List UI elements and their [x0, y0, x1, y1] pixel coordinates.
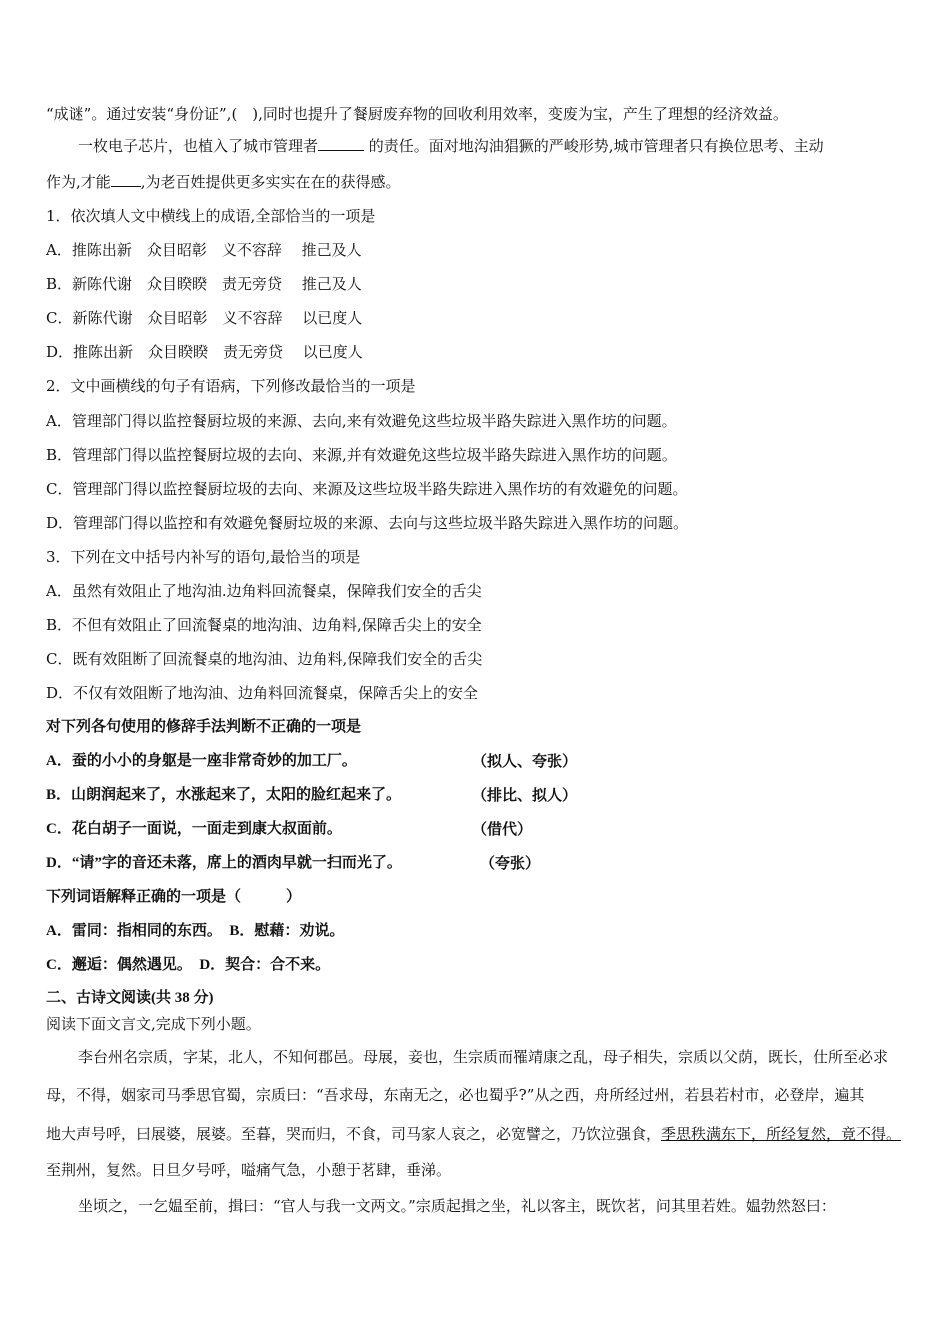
question-4-stem: 对下列各句使用的修辞手法判断不正确的一项是 — [46, 719, 362, 735]
section-heading: 二、古诗文阅读(共 38 分) — [46, 990, 214, 1006]
question-4-option-c-tag: （借代） — [472, 820, 533, 838]
question-2-option-b: B．管理部门得以监控餐厨垃圾的去向、来源,并有效避免这些垃圾半路失踪进入黑作坊的问题。 — [46, 446, 677, 464]
question-2-stem: 2．文中画横线的句子有语病，下列修改最恰当的一项是 — [46, 377, 416, 395]
question-5-options-row-1: A．雷同：指相同的东西。 B．慰藉：劝说。 — [46, 923, 345, 939]
question-1-option-b: B．新陈代谢 众目睽睽 责无旁贷 推己及人 — [46, 275, 362, 293]
fill-blank — [111, 172, 141, 187]
question-2-option-c: C．管理部门得以监控餐厨垃圾的去向、来源及这些垃圾半路失踪进入黑作坊的有效避免的问题。 — [46, 480, 688, 498]
question-1-stem: 1．依次填人文中横线上的成语,全部恰当的一项是 — [46, 207, 376, 225]
question-3-option-d: D．不仅有效阻断了地沟油、边角料回流餐桌，保障舌尖上的安全 — [46, 684, 479, 702]
passage-line-3: 作为,才能 ,为老百姓提供更多实实在在的获得感。 — [46, 173, 401, 191]
question-2-option-d: D．管理部门得以监控和有效避免餐厨垃圾的来源、去向与这些垃圾半路失踪进入黑作坊的问题。 — [46, 514, 689, 532]
passage-line-1: “成谜”。通过安装“身份证”,( ),同时也提升了餐厨废弃物的回收利用效率，变废为宝，产生了理想的经济效益。 — [46, 105, 788, 123]
question-4-option-a-tag: （拟人、夸张） — [472, 752, 578, 770]
underlined-sentence: 季思秩满东下，所经复然，竟不得。 — [661, 1125, 902, 1143]
question-3-option-c: C．既有效阻断了回流餐桌的地沟油、边角料,保障我们安全的舌尖 — [46, 650, 483, 668]
classical-text-line-4: 至荆州，复然。日旦夕号呼，嗌痛气急，小憩于茗肆，垂涕。 — [46, 1161, 452, 1179]
passage-line-2: 一枚电子芯片，也植入了城市管理者 的责任。面对地沟油猖獗的严峻形势,城市管理者只有换位思考、主动 — [78, 137, 824, 155]
question-4-option-c: C．花白胡子一面说，一面走到康大叔面前。 — [46, 821, 342, 837]
question-4-option-b-tag: （排比、拟人） — [472, 786, 578, 804]
question-3-stem: 3．下列在文中括号内补写的语句,最恰当的项是 — [46, 548, 361, 566]
question-1-option-c: C．新陈代谢 众目昭彰 义不容辞 以已度人 — [46, 309, 363, 327]
classical-text-line-5: 坐顷之，一乞媪至前，揖曰：“官人与我一文两文。”宗质起揖之坐，礼以客主，既饮茗，问其里若姓。媪勃然怒曰： — [78, 1197, 836, 1215]
question-4-option-a: A．蚕的小小的身躯是一座非常奇妙的加工厂。 — [46, 753, 357, 769]
question-3-option-b: B．不但有效阻止了回流餐桌的地沟油、边角料,保障舌尖上的安全 — [46, 616, 482, 634]
question-5-stem: 下列词语解释正确的一项是（ ） — [46, 889, 302, 905]
question-4-option-b: B．山朗润起来了，水涨起来了，太阳的脸红起来了。 — [46, 787, 402, 803]
fill-blank — [318, 136, 364, 151]
question-4-option-d-tag: （夸张） — [480, 854, 541, 872]
section-instruction: 阅读下面文言文,完成下列小题。 — [46, 1015, 261, 1033]
classical-text-line-2: 母，不得，姻家司马季思官蜀，宗质曰：“吾求母，东南无之，必也蜀乎?”从之西，舟所经过州，若县若村市，必登岸，遍其 — [46, 1086, 865, 1104]
question-4-option-d: D．“请”字的音还未落，席上的酒肉早就一扫而光了。 — [46, 855, 402, 871]
question-3-option-a: A．虽然有效阻止了地沟油.边角料回流餐桌，保障我们安全的舌尖 — [46, 582, 482, 600]
question-1-option-d: D．推陈出新 众目睽睽 责无旁贷 以已度人 — [46, 343, 363, 361]
question-1-option-a: A．推陈出新 众目昭彰 义不容辞 推己及人 — [46, 241, 362, 259]
question-5-options-row-2: C．邂逅：偶然遇见。 D．契合：合不来。 — [46, 957, 331, 973]
classical-text-line-3: 地大声号呼，曰展婆，展婆。至暮，哭而归，不食，司马家人哀之，必宽譬之，乃饮泣强食，季思秩满东下，所经复然，竟不得。 — [46, 1125, 902, 1143]
question-2-option-a: A．管理部门得以监控餐厨垃圾的来源、去向,来有效避免这些垃圾半路失踪进入黑作坊的问题。 — [46, 412, 677, 430]
classical-text-line-1: 李台州名宗质，字某，北人，不知何郡邑。母展，妾也，生宗质而罹靖康之乱，母子相失，宗质以父荫，既长，仕所至必求 — [78, 1048, 889, 1066]
